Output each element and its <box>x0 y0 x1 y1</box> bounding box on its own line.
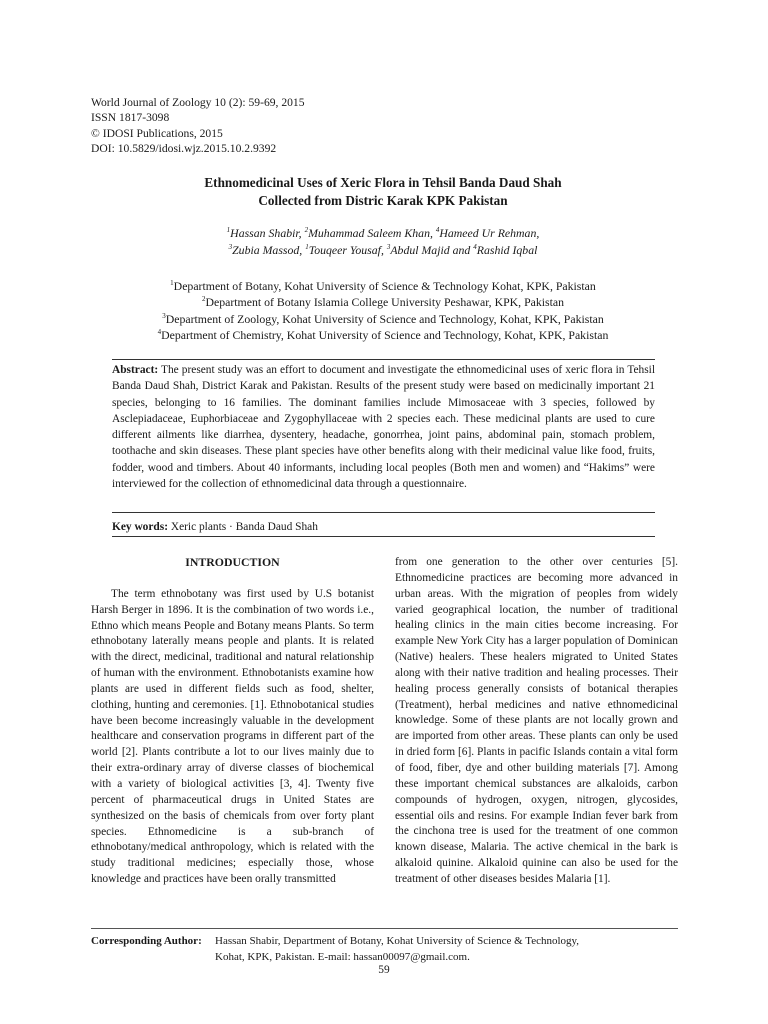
affiliation-sup: 1 <box>170 279 174 288</box>
issn: ISSN 1817-3098 <box>91 111 170 125</box>
affiliation-sup: 2 <box>201 295 206 304</box>
journal-citation: World Journal of Zoology 10 (2): 59-69, 2015 <box>91 96 305 109</box>
abstract-text: The present study was an effort to document and investigate the ethnomedicinal uses of xeric flora in Tehsil Banda Daud Shah, District Karak and Pakistan. Results of the present study were based on medicinally important 21 species, belonging to 16 families. The dominant families include Mimosaceae with 3 species, followed by Asclepiadaceae, Euphorbiaceae and Zygophyllaceae with 2 species each. These medicinal plants are used to cure different ailments like diarrhea, dysentery, headache, gonorrhea, joint pains, abdominal pain, stomach problem, toothache and skin diseases. These plant species have other benefits along with their medicinal value like food, fruits, fodder, wood and timbers. About 40 informants, including local peoples (Both men and women) and “Hakims” were interviewed for the collection of ethnomedicinal data through a questionnaire. <box>112 364 655 491</box>
author-name: Muhammad Saleem Khan, <box>308 226 436 240</box>
footnote-rule <box>91 928 678 929</box>
authors-line-2 <box>100 242 666 259</box>
authors-line-1 <box>100 225 666 242</box>
affiliation-text: Department of Botany Islamia College University Peshawar, KPK, Pakistan <box>205 295 565 310</box>
title-line-2: Collected from Distric Karak KPK Pakistan <box>258 193 508 208</box>
author-sup: 1 <box>305 243 309 252</box>
author-sup: 2 <box>304 226 309 235</box>
author-sup: 4 <box>473 243 477 252</box>
author-name: Hassan Shabir, <box>230 226 305 240</box>
affiliation <box>100 311 666 327</box>
author-list <box>100 225 666 259</box>
corresponding-line-2: Kohat, KPK, Pakistan. E-mail: hassan00097@gmail.com. <box>215 951 470 963</box>
left-column <box>91 555 374 888</box>
page-number: 59 <box>378 964 390 976</box>
keywords-rule <box>112 536 655 537</box>
author-sup: 3 <box>228 243 233 252</box>
corresponding-text-1: Hassan Shabir, Department of Botany, Kohat University of Science & Technology, <box>215 935 580 947</box>
author-name: Rashid Iqbal <box>476 243 538 257</box>
keywords-text: Xeric plants · Banda Daud Shah <box>168 521 318 533</box>
journal-meta <box>91 95 305 157</box>
intro-paragraph-left: The term ethnobotany was first used by U.S botanist Harsh Berger in 1896. It is the combination of two words i.e., Ethno which means People and Botany means Plants. So term ethnobotany laterally means people and plants. It is related with the direct, medicinal, traditional and natural relationship of human with the environment. Ethnobotanists examine how plants are used in different fields such as food, shelter, clothing, hunting and ceremonies. [1]. Ethnobotanical studies have been become increasingly valuable in the development healthcare and conservation programs in different part of the world [2]. Plants contribute a lot to our lives mainly due to their extra-ordinary array of diverse classes of biochemical with a variety of biological activities [3, 4]. Twenty five percent of pharmaceutical drugs in United States are synthesized on the basis of chemicals from over forty plant species. Ethnomedicine is a sub-branch of ethnobotany/medical anthropology, which is related with the study traditional medicines; especially those, whose knowledge and practices have been orally transmitted <box>91 587 374 886</box>
abstract-label: Abstract: <box>112 364 159 376</box>
affiliation-text: Department of Botany, Kohat University of Science & Technology Kohat, KPK, Pakistan <box>173 279 596 293</box>
author-sup: 3 <box>386 243 391 252</box>
abstract <box>112 362 655 492</box>
doi: DOI: 10.5829/idosi.wjz.2015.10.2.9392 <box>91 142 277 156</box>
author-name: Zubia Massod, <box>232 243 306 257</box>
corresponding-author <box>91 933 681 965</box>
abstract-bottom-rule <box>112 512 655 513</box>
copyright: © IDOSI Publications, 2015 <box>91 126 223 140</box>
affiliation-sup: 3 <box>162 311 166 320</box>
author-sup: 4 <box>435 226 440 235</box>
keywords <box>112 519 655 535</box>
affiliation <box>100 327 666 343</box>
section-heading: INTRODUCTION <box>185 555 280 569</box>
paper-title <box>100 174 666 210</box>
affiliation <box>100 278 666 294</box>
affiliation-text: Department of Chemistry, Kohat University of Science and Technology, Kohat, KPK, Pakistan <box>161 328 609 343</box>
corresponding-label: Corresponding Author: <box>91 935 202 947</box>
affiliations <box>100 278 666 344</box>
author-name: Hameed Ur Rehman, <box>439 226 540 240</box>
affiliation <box>100 294 666 310</box>
intro-paragraph-right: from one generation to the other over centuries [5]. Ethnomedicine practices are becoming more advanced in urban areas. With the migration of peoples from widely varied geographical location, the number of traditional healing clinics in the main cities become increasing. For example New York City has a larger population of Dominican (Native) healers. These healers migrated to United States along with their native tradition and healing processes. Their healing process generally consists of botanical therapies (Treatment), herbal medicines and native ethnomedicinal knowledge. Some of these plants are not locally grown and are imported from other areas. These plants can only be used in dried form [6]. Plants in pacific Islands contain a vital form of food, fiber, dye and other building materials [7]. Among these important chemical substances are alkaloids, carbon compounds of hydrogen, oxygen, nitrogen, glycosides, essential oils and resins. For example Indian fever bark from the cinchona tree is used for the treatment of one common known disease, Malaria. The active chemical in the bark is alkaloid quinine. Alkaloid quinine can also be used for the treatment of other diseases besides Malaria [1]. <box>395 556 678 885</box>
keywords-label: Key words: <box>112 521 168 533</box>
corresponding-line-1 <box>91 933 681 949</box>
title-line-1: Ethnomedicinal Uses of Xeric Flora in Tehsil Banda Daud Shah <box>204 175 562 190</box>
affiliation-text: Department of Zoology, Kohat University of Science and Technology, Kohat, KPK, Pakistan <box>165 311 604 326</box>
author-sup: 1 <box>226 226 231 235</box>
abstract-top-rule <box>112 359 655 360</box>
affiliation-sup: 4 <box>157 328 162 337</box>
author-name: Touqeer Yousaf, <box>308 243 387 257</box>
right-column <box>395 555 678 888</box>
author-name: Abdul Majid and <box>390 243 474 257</box>
